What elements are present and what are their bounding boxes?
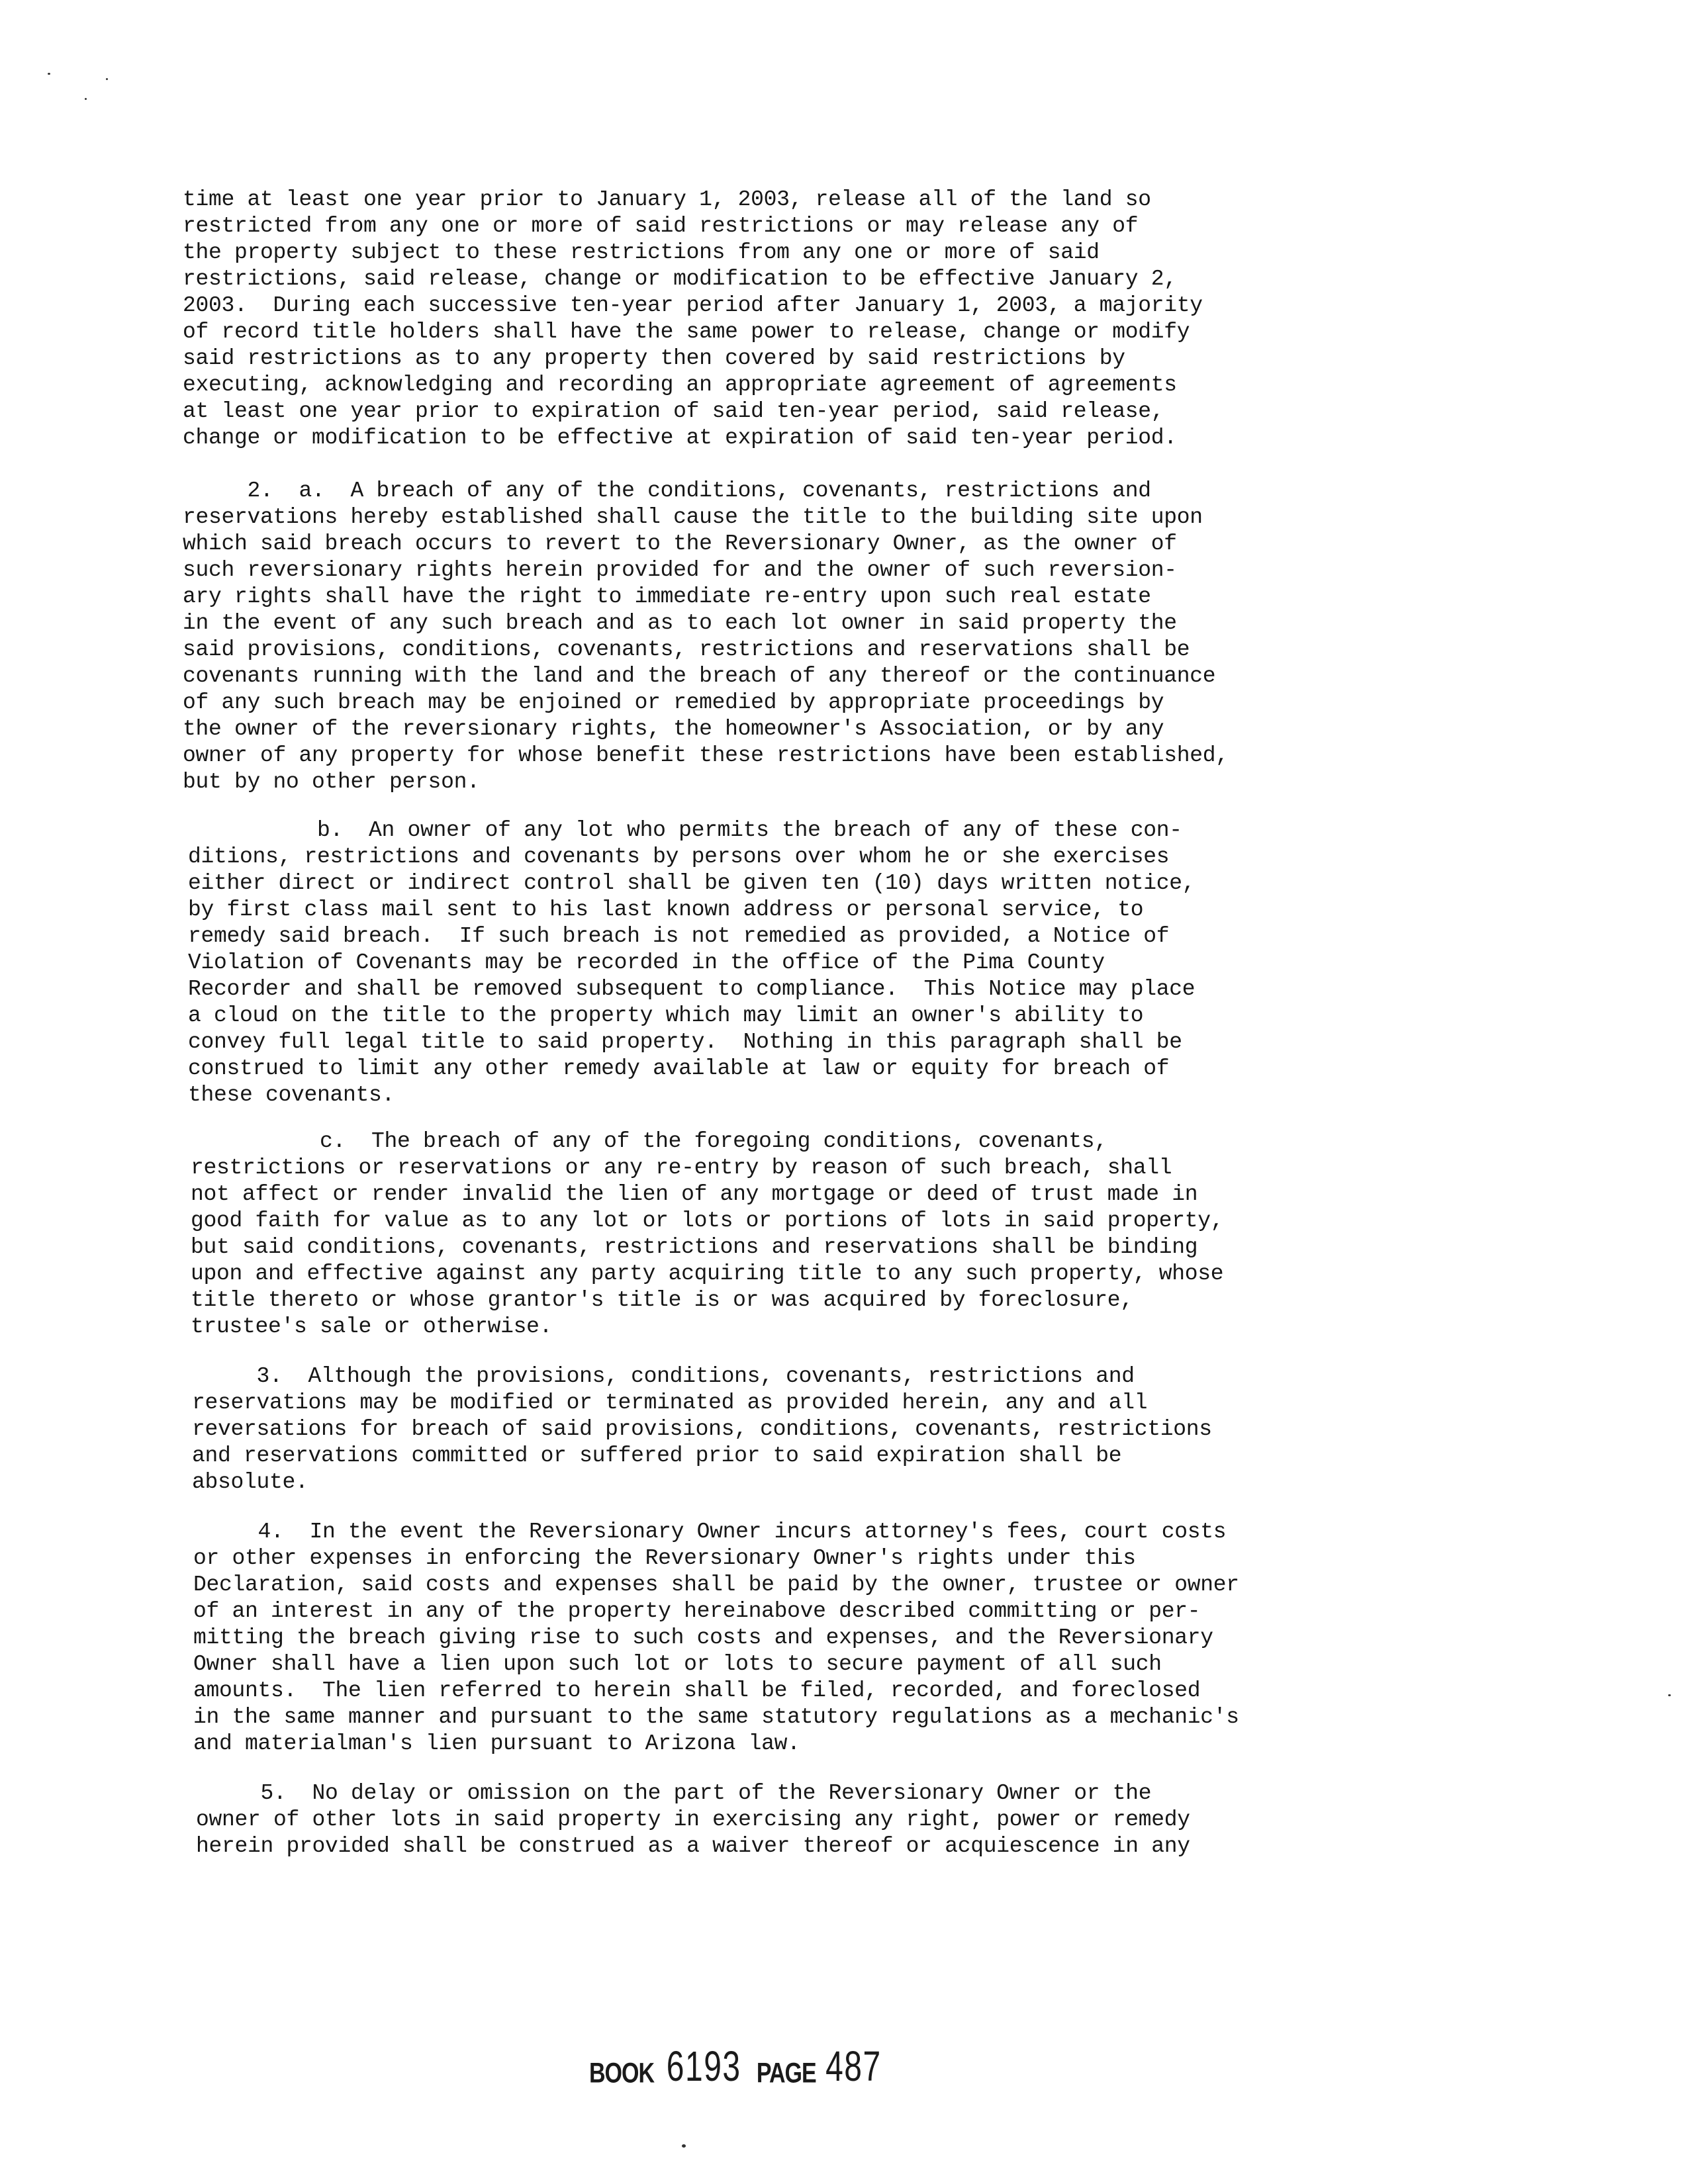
text-line: of any such breach may be enjoined or remedied by appropriate proceedings by: [183, 690, 1164, 715]
text-line: of record title holders shall have the same power to release, change or modify: [183, 320, 1190, 344]
text-line: c. The breach of any of the foregoing conditions, covenants,: [191, 1129, 1107, 1154]
text-line: said provisions, conditions, covenants, restrictions and reservations shall be: [183, 637, 1190, 662]
text-line: remedy said breach. If such breach is not remedied as provided, a Notice of: [188, 924, 1170, 948]
scan-speck: [106, 78, 108, 80]
text-line: 2003. During each successive ten-year period after January 1, 2003, a majority: [183, 293, 1203, 318]
text-line: time at least one year prior to January 1, 2003, release all of the land so: [183, 187, 1151, 212]
page-number: 487: [825, 2042, 882, 2090]
text-line: which said breach occurs to revert to the Reversionary Owner, as the owner of: [183, 531, 1177, 556]
text-line: covenants running with the land and the breach of any thereof or the continuance: [183, 664, 1216, 688]
text-line: reversations for breach of said provisions, conditions, covenants, restrictions: [192, 1417, 1212, 1441]
text-line: but by no other person.: [183, 770, 480, 794]
book-label: BOOK: [589, 2058, 654, 2089]
text-line: ditions, restrictions and covenants by persons over whom he or she exercises: [188, 844, 1170, 869]
text-line: in the event of any such breach and as to each lot owner in said property the: [183, 611, 1177, 635]
text-line: by first class mail sent to his last known address or personal service, to: [188, 897, 1144, 922]
text-line: the property subject to these restrictions from any one or more of said: [183, 240, 1100, 265]
book-number: 6193: [666, 2042, 741, 2090]
text-line: convey full legal title to said property. Nothing in this paragraph shall be: [188, 1030, 1182, 1054]
text-line: mitting the breach giving rise to such costs and expenses, and the Reversionary: [193, 1625, 1213, 1650]
text-line: trustee's sale or otherwise.: [191, 1314, 553, 1339]
text-line: reservations hereby established shall cause the title to the building site upon: [183, 505, 1203, 529]
text-line: change or modification to be effective at expiration of said ten-year period.: [183, 426, 1177, 450]
text-line: said restrictions as to any property then covered by said restrictions by: [183, 346, 1125, 371]
text-line: good faith for value as to any lot or lots or portions of lots in said property,: [191, 1208, 1224, 1233]
text-line: upon and effective against any party acquiring title to any such property, whose: [191, 1261, 1224, 1286]
recording-stamp: [589, 2042, 890, 2091]
text-line: reservations may be modified or terminated as provided herein, any and all: [192, 1390, 1148, 1415]
text-line: or other expenses in enforcing the Reversionary Owner's rights under this: [193, 1546, 1136, 1570]
scan-speck: [682, 2144, 686, 2148]
text-line: but said conditions, covenants, restrictions and reservations shall be binding: [191, 1235, 1198, 1259]
text-line: restricted from any one or more of said restrictions or may release any of: [183, 214, 1139, 238]
text-line: Declaration, said costs and expenses shall be paid by the owner, trustee or owner: [193, 1572, 1239, 1597]
text-line: restrictions, said release, change or modification to be effective January 2,: [183, 267, 1177, 291]
page-label: PAGE: [756, 2058, 816, 2089]
text-line: such reversionary rights herein provided for and the owner of such reversion-: [183, 558, 1177, 582]
text-line: 3. Although the provisions, conditions, covenants, restrictions and: [192, 1364, 1135, 1388]
text-line: and reservations committed or suffered prior to said expiration shall be: [192, 1443, 1122, 1468]
text-line: Violation of Covenants may be recorded in the office of the Pima County: [188, 950, 1105, 975]
text-line: executing, acknowledging and recording an appropriate agreement of agreements: [183, 373, 1177, 397]
text-line: a cloud on the title to the property which may limit an owner's ability to: [188, 1003, 1144, 1028]
text-line: owner of any property for whose benefit these restrictions have been established,: [183, 743, 1229, 768]
text-line: the owner of the reversionary rights, the homeowner's Association, or by any: [183, 717, 1164, 741]
text-line: and materialman's lien pursuant to Arizona law.: [193, 1731, 800, 1756]
text-line: not affect or render invalid the lien of any mortgage or deed of trust made in: [191, 1182, 1198, 1206]
text-line: in the same manner and pursuant to the same statutory regulations as a mechanic's: [193, 1705, 1239, 1729]
text-line: absolute.: [192, 1470, 308, 1494]
text-line: owner of other lots in said property in exercising any right, power or remedy: [196, 1807, 1190, 1832]
text-line: either direct or indirect control shall be given ten (10) days written notice,: [188, 871, 1196, 895]
text-line: Recorder and shall be removed subsequent to compliance. This Notice may place: [188, 977, 1196, 1001]
text-line: amounts. The lien referred to herein shall be filed, recorded, and foreclosed: [193, 1678, 1201, 1703]
text-line: Owner shall have a lien upon such lot or lots to secure payment of all such: [193, 1652, 1162, 1676]
text-line: b. An owner of any lot who permits the breach of any of these con-: [188, 818, 1182, 842]
text-line: 2. a. A breach of any of the conditions, covenants, restrictions and: [183, 478, 1151, 503]
text-line: at least one year prior to expiration of said ten-year period, said release,: [183, 399, 1164, 424]
text-line: 5. No delay or omission on the part of the Reversionary Owner or the: [196, 1781, 1152, 1805]
text-line: construed to limit any other remedy available at law or equity for breach of: [188, 1056, 1170, 1081]
text-line: title thereto or whose grantor's title is or was acquired by foreclosure,: [191, 1288, 1133, 1312]
text-line: of an interest in any of the property hereinabove described committing or per-: [193, 1599, 1201, 1623]
text-line: restrictions or reservations or any re-entry by reason of such breach, shall: [191, 1156, 1172, 1180]
scan-speck: [48, 73, 50, 75]
text-line: 4. In the event the Reversionary Owner incurs attorney's fees, court costs: [193, 1520, 1227, 1544]
scan-speck: [1668, 1694, 1671, 1696]
text-line: these covenants.: [188, 1083, 395, 1107]
text-line: ary rights shall have the right to immediate re-entry upon such real estate: [183, 584, 1151, 609]
text-line: herein provided shall be construed as a waiver thereof or acquiescence in any: [196, 1834, 1190, 1858]
scan-speck: [85, 98, 87, 100]
